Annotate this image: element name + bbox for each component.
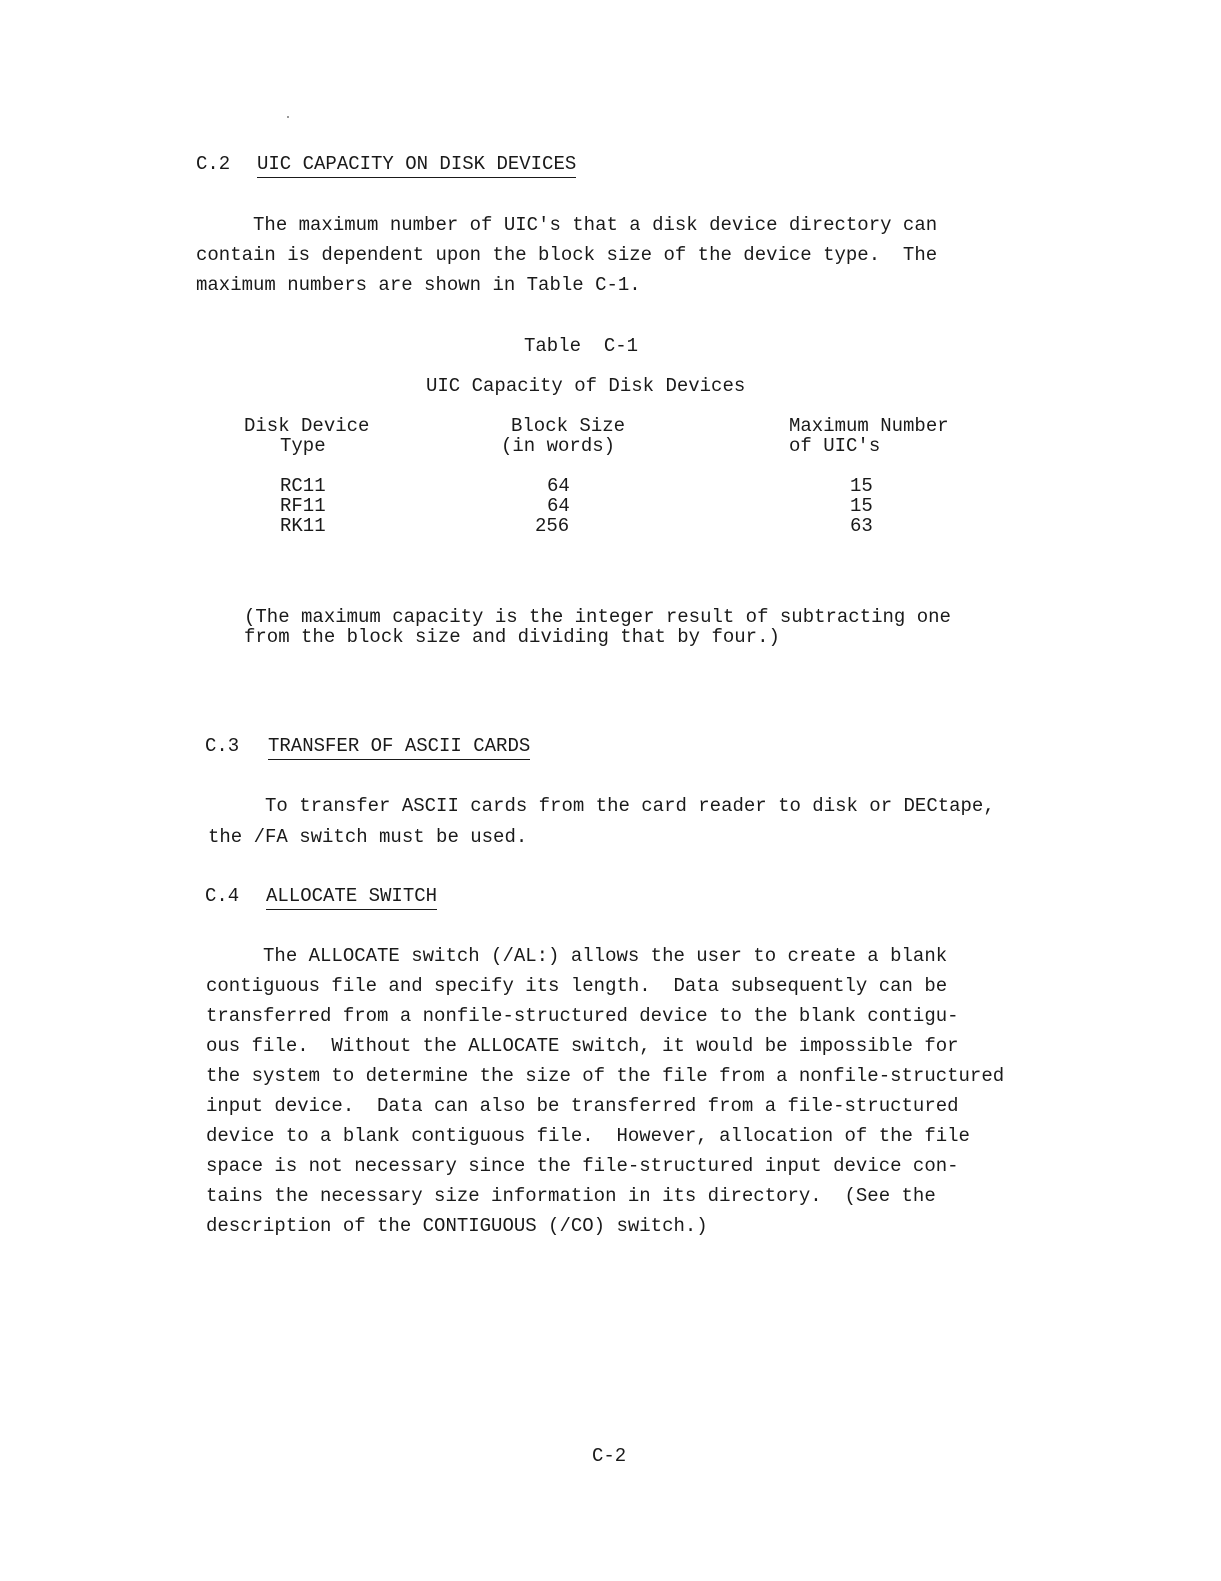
cell-max-uics: 15 bbox=[850, 475, 873, 497]
header-maximum-number: Maximum Number bbox=[789, 415, 949, 437]
paragraph-line: tains the necessary size information in its directory. (See the bbox=[206, 1185, 936, 1207]
section-title: ALLOCATE SWITCH bbox=[266, 887, 437, 910]
scan-speck bbox=[287, 116, 289, 118]
header-type: Type bbox=[280, 435, 326, 457]
paragraph-line: device to a blank contiguous file. However, allocation of the file bbox=[206, 1125, 970, 1147]
table-label: Table C-1 bbox=[524, 335, 639, 357]
table-note-line: (The maximum capacity is the integer result of subtracting one bbox=[244, 606, 951, 628]
cell-max-uics: 63 bbox=[850, 515, 873, 537]
header-of-uics: of UIC's bbox=[789, 435, 881, 457]
section-title: TRANSFER OF ASCII CARDS bbox=[268, 737, 530, 760]
cell-type: RF11 bbox=[280, 495, 326, 517]
paragraph-line: space is not necessary since the file-structured input device con- bbox=[206, 1155, 959, 1177]
table-caption: UIC Capacity of Disk Devices bbox=[426, 375, 746, 397]
paragraph-line: maximum numbers are shown in Table C-1. bbox=[196, 274, 641, 296]
paragraph-line: The maximum number of UIC's that a disk device directory can bbox=[196, 214, 938, 236]
cell-block-size: 256 bbox=[535, 515, 570, 537]
cell-block-size: 64 bbox=[547, 475, 570, 497]
cell-type: RC11 bbox=[280, 475, 326, 497]
section-number: C.4 bbox=[205, 885, 240, 907]
cell-max-uics: 15 bbox=[850, 495, 873, 517]
paragraph-line: input device. Data can also be transferred from a file-structured bbox=[206, 1095, 959, 1117]
paragraph-line: transferred from a nonfile-structured device to the blank contigu- bbox=[206, 1005, 959, 1027]
paragraph-line: description of the CONTIGUOUS (/CO) switch.) bbox=[206, 1215, 708, 1237]
cell-type: RK11 bbox=[280, 515, 326, 537]
paragraph-line: contiguous file and specify its length. Data subsequently can be bbox=[206, 975, 948, 997]
section-title: UIC CAPACITY ON DISK DEVICES bbox=[257, 155, 576, 178]
section-number: C.3 bbox=[205, 735, 240, 757]
cell-block-size: 64 bbox=[547, 495, 570, 517]
paragraph-line: ous file. Without the ALLOCATE switch, it would be impossible for bbox=[206, 1035, 959, 1057]
paragraph-line: The ALLOCATE switch (/AL:) allows the user to create a blank bbox=[206, 945, 948, 967]
table-note-line: from the block size and dividing that by four.) bbox=[244, 626, 780, 648]
header-disk-device: Disk Device bbox=[244, 415, 370, 437]
header-in-words: (in words) bbox=[501, 435, 616, 457]
section-number: C.2 bbox=[196, 153, 231, 175]
paragraph-line: the /FA switch must be used. bbox=[208, 826, 528, 848]
paragraph-line: contain is dependent upon the block size of the device type. The bbox=[196, 244, 938, 266]
paragraph-line: To transfer ASCII cards from the card reader to disk or DECtape, bbox=[208, 795, 995, 817]
header-block-size: Block Size bbox=[511, 415, 626, 437]
paragraph-line: the system to determine the size of the file from a nonfile-structured bbox=[206, 1065, 1005, 1087]
page-number: C-2 bbox=[592, 1445, 627, 1467]
